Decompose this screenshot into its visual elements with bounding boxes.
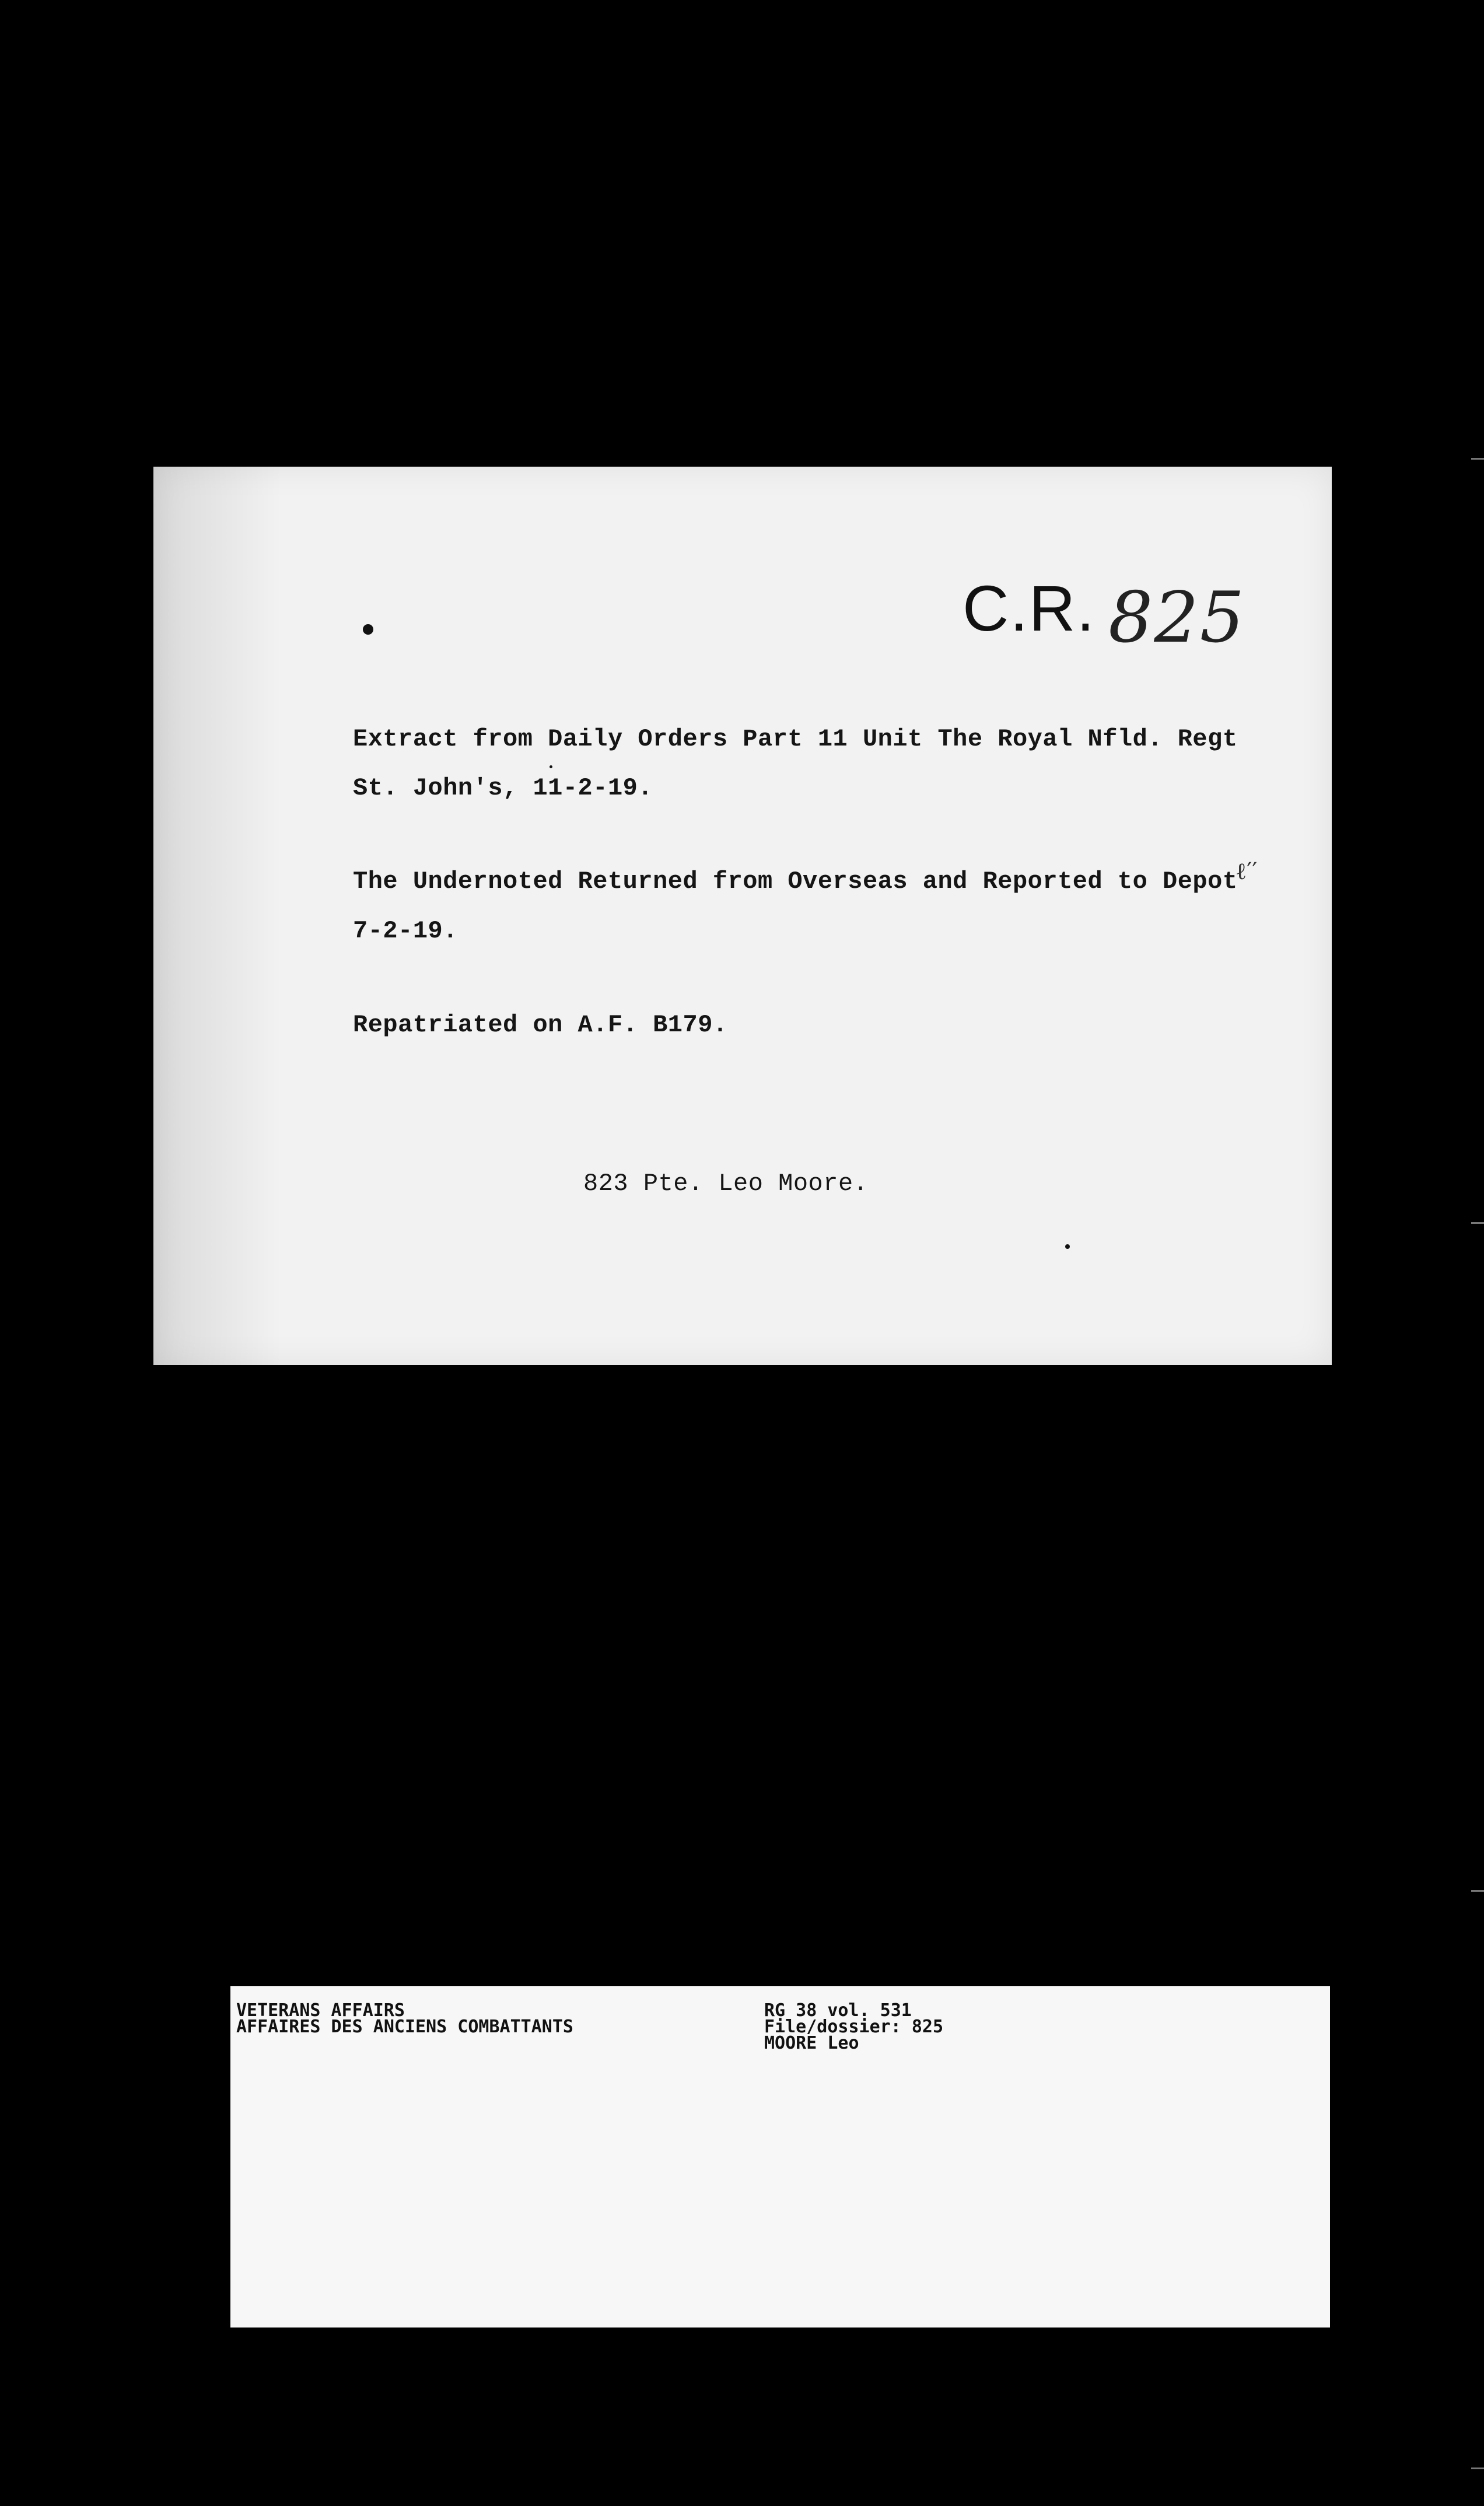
soldier-name-line: 823 Pte. Leo Moore. xyxy=(583,1170,869,1198)
cr-stamp-label: C.R. xyxy=(963,573,1096,645)
bleed-through-marking-secondary xyxy=(93,93,175,793)
order-body-date-line: 7-2-19. xyxy=(353,917,458,945)
scanner-edge-tick xyxy=(1471,458,1484,460)
ink-speck xyxy=(1065,1244,1070,1249)
scanner-edge-tick xyxy=(1471,2468,1484,2469)
handwritten-file-number: 825 xyxy=(1108,578,1246,659)
ink-speck xyxy=(550,765,552,768)
pencil-mark: ℓ′′ xyxy=(1236,858,1258,885)
bleed-through-marking xyxy=(175,117,257,875)
order-heading-line: Extract from Daily Orders Part 11 Unit The Royal Nfld. Regt xyxy=(353,725,1238,753)
archive-subject-name: MOORE Leo xyxy=(764,2033,859,2053)
repatriation-line: Repatriated on A.F. B179. xyxy=(353,1011,728,1039)
archive-file-number: File/dossier: 825 xyxy=(764,2017,944,2037)
punch-mark xyxy=(363,624,373,635)
order-body-line: The Undernoted Returned from Overseas and Reported to Depot xyxy=(353,867,1238,895)
scanner-edge-tick xyxy=(1471,1890,1484,1892)
archive-agency-en: VETERANS AFFAIRS xyxy=(236,2000,405,2021)
scanner-edge-tick xyxy=(1471,1222,1484,1224)
archive-reference: RG 38 vol. 531 xyxy=(764,2000,912,2021)
order-place-date-line: St. John's, 11-2-19. xyxy=(353,774,653,802)
archive-agency-fr: AFFAIRES DES ANCIENS COMBATTANTS xyxy=(236,2017,573,2037)
